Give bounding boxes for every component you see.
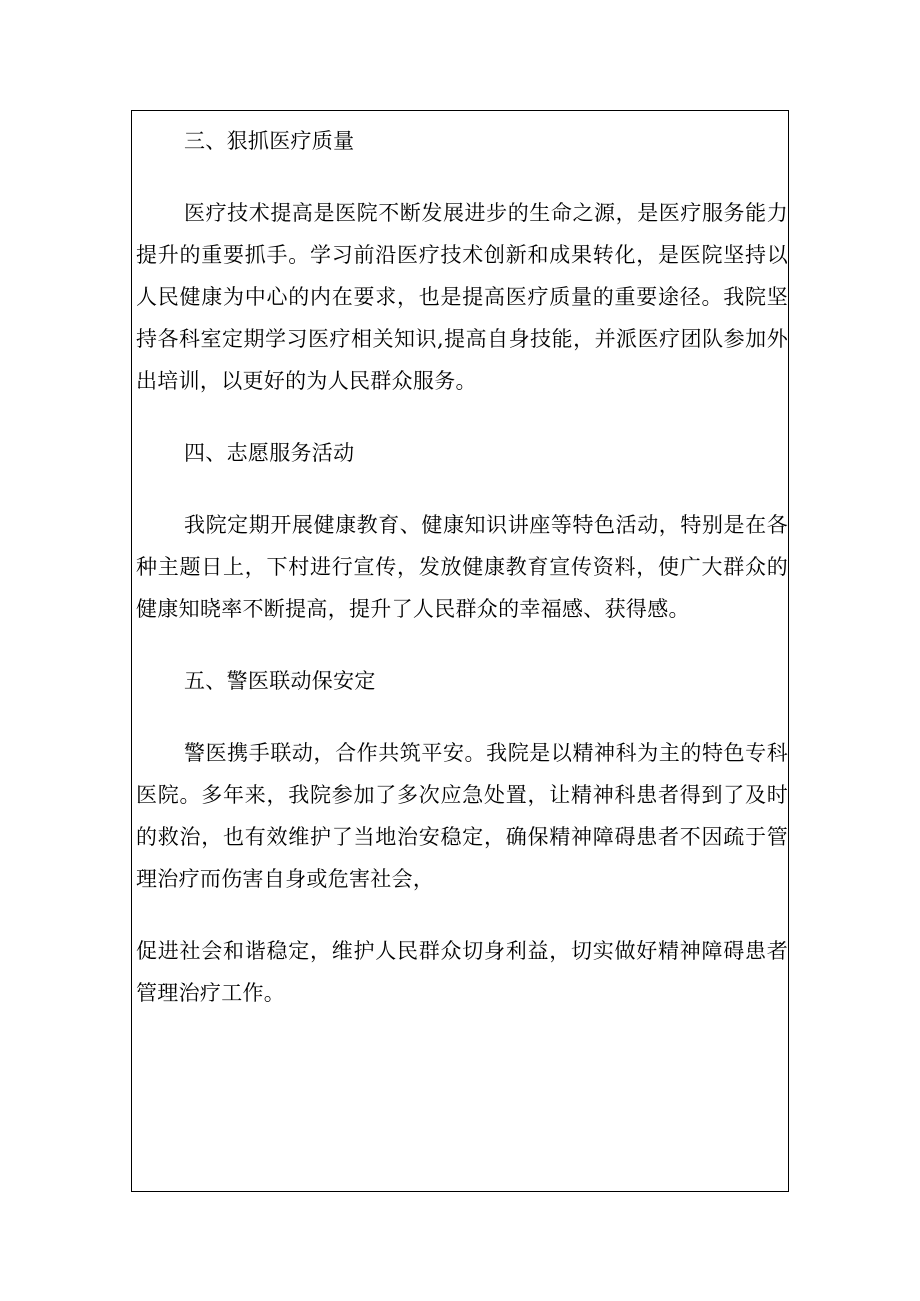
section-heading-3: 三、狠抓医疗质量 [184,129,355,153]
document-frame [131,110,789,1192]
section-body-5: 警医携手联动，合作共筑平安。我院是以精神科为主的特色专科医院。多年来，我院参加了多次应急处置，让精神科患者得到了及时的救治，也有效维护了当地治安稳定，确保精神障碍患者不因疏于管理治疗而伤害自身或危害社会， [136,741,788,891]
section-heading-5: 五、警医联动保安定 [184,669,376,693]
section-body-3: 医疗技术提高是医院不断发展进步的生命之源，是医疗服务能力提升的重要抓手。学习前沿医疗技术创新和成果转化，是医院坚持以人民健康为中心的内在要求，也是提高医疗质量的重要途径。我院坚持各科室定期学习医疗相关知识,提高自身技能，并派医疗团队参加外出培训，以更好的为人民群众服务。 [136,201,788,393]
section-body-4: 我院定期开展健康教育、健康知识讲座等特色活动，特别是在各种主题日上，下村进行宣传，发放健康教育宣传资料，使广大群众的健康知晓率不断提高，提升了人民群众的幸福感、获得感。 [136,513,788,621]
section-body-5-continuation: 促进社会和谐稳定，维护人民群众切身利益，切实做好精神障碍患者管理治疗工作。 [136,939,788,1005]
document-content [136,111,788,1014]
section-heading-4: 四、志愿服务活动 [184,441,355,465]
